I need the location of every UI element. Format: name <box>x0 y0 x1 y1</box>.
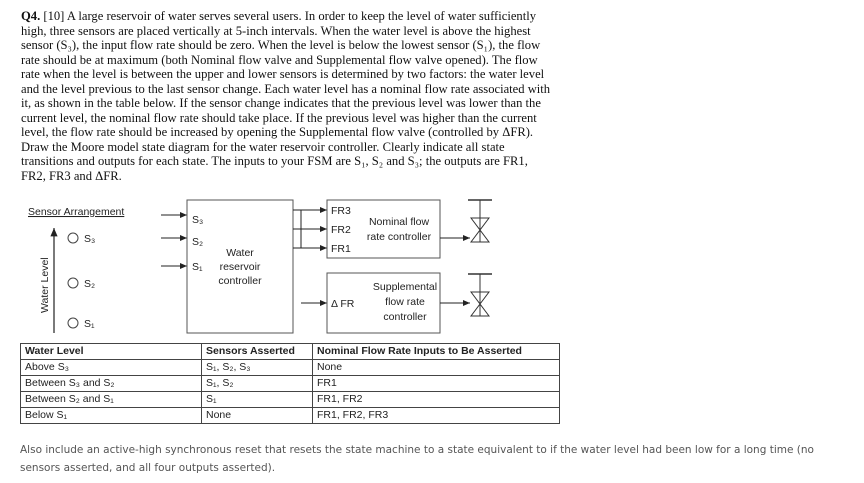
output-label-fr3: FR3 <box>331 205 351 217</box>
sensor-circle-s1 <box>68 318 78 328</box>
question-number: Q4. <box>21 9 41 23</box>
table-cell: S₁, S₂ <box>202 376 313 392</box>
supp-box-label: flow rate <box>385 296 425 308</box>
output-label-fr1: FR1 <box>331 243 351 255</box>
supp-box-label: Supplemental <box>372 281 438 293</box>
nominal-valve-icon <box>468 200 492 242</box>
table-cell: S₁ <box>202 392 313 408</box>
table-row <box>21 408 560 424</box>
output-label-delta-fr: Δ FR <box>331 298 355 310</box>
controller-label: controller <box>218 275 262 287</box>
table-cell: S₁, S₂, S₃ <box>202 360 313 376</box>
table-row <box>21 392 560 408</box>
table-cell: None <box>313 360 560 376</box>
supplemental-valve-icon <box>468 274 492 316</box>
input-label-s3: S₃ <box>192 214 204 226</box>
nominal-box-label: Nominal flow <box>368 216 430 228</box>
table-cell: FR1 <box>313 376 560 392</box>
sensor-circle-s3 <box>68 233 78 243</box>
table-header-row <box>21 344 560 360</box>
table-row <box>21 376 560 392</box>
reset-instruction: Also include an active-high synchronous reset that resets the state machine to a state equivalent to if the water level had been low for a long time (no sensors asserted, and all four outputs asserted). <box>20 444 814 474</box>
controller-label: reservoir <box>219 261 261 273</box>
supp-box-label: controller <box>383 311 427 323</box>
question-text <box>21 9 550 183</box>
water-level-table <box>20 343 560 424</box>
table-cell: Below S₁ <box>21 408 202 424</box>
output-label-fr2: FR2 <box>331 224 351 236</box>
question-line: Q4. [10] A large reservoir of water serves several users. In order to keep the level of water sufficiently <box>21 9 536 23</box>
sensor-arrangement-title: Sensor Arrangement <box>28 206 125 218</box>
table-header: Nominal Flow Rate Inputs to Be Asserted <box>313 344 560 360</box>
water-level-label: Water Level <box>39 257 51 313</box>
table-cell: None <box>202 408 313 424</box>
table-row <box>21 360 560 376</box>
sensor-label-s3: S₃ <box>84 233 96 245</box>
system-diagram <box>0 195 580 340</box>
table-cell: FR1, FR2 <box>313 392 560 408</box>
question-line: current level, the nominal flow rate should take place. If the previous level was higher than the current <box>21 110 537 125</box>
question-line: rate when the level is between the upper and lower sensors is determined by two factors: the water level <box>21 67 545 81</box>
input-label-s2: S₂ <box>192 236 204 248</box>
question-line: rate should be at maximum (both Nominal flow valve and Supplemental flow valve opened). The flow <box>21 52 538 67</box>
question-line: Draw the Moore model state diagram for the water reservoir controller. Clearly indicate all state <box>21 139 505 154</box>
table-cell: Between S₂ and S₁ <box>21 392 202 408</box>
table-cell: Above S₃ <box>21 360 202 376</box>
table-header: Water Level <box>21 344 202 360</box>
question-line: it, as shown in the table below. If the sensor change indicates that the previous level was lower than the <box>21 96 541 110</box>
controller-label: Water <box>226 247 254 259</box>
question-line: and the level previous to the last sensor change. Each water level has a nominal flow rate associated with <box>21 81 551 96</box>
question-line: level, the flow rate should be increased by opening the Supplemental flow valve (controlled by ΔFR). <box>21 125 534 139</box>
input-label-s1: S₁ <box>192 261 203 273</box>
nominal-box-label: rate controller <box>366 231 432 243</box>
sensor-circle-s2 <box>68 278 78 288</box>
question-line: sensor (S₃), the input flow rate should be zero. When the level is below the lowest sensor (S₁), the flow <box>21 38 541 52</box>
table-cell: Between S₃ and S₂ <box>21 376 202 392</box>
sensor-label-s2: S₂ <box>84 278 96 290</box>
question-line: FR2, FR3 and ΔFR. <box>21 168 122 183</box>
table-cell: FR1, FR2, FR3 <box>313 408 560 424</box>
table-header: Sensors Asserted <box>202 344 313 360</box>
question-line: high, three sensors are placed vertically at 5-inch intervals. When the water level is above the highest <box>21 23 531 38</box>
sensor-label-s1: S₁ <box>84 318 95 330</box>
question-line: transitions and outputs for each state. The inputs to your FSM are S₁, S₂ and S₃; the outputs are FR1, <box>21 154 528 168</box>
